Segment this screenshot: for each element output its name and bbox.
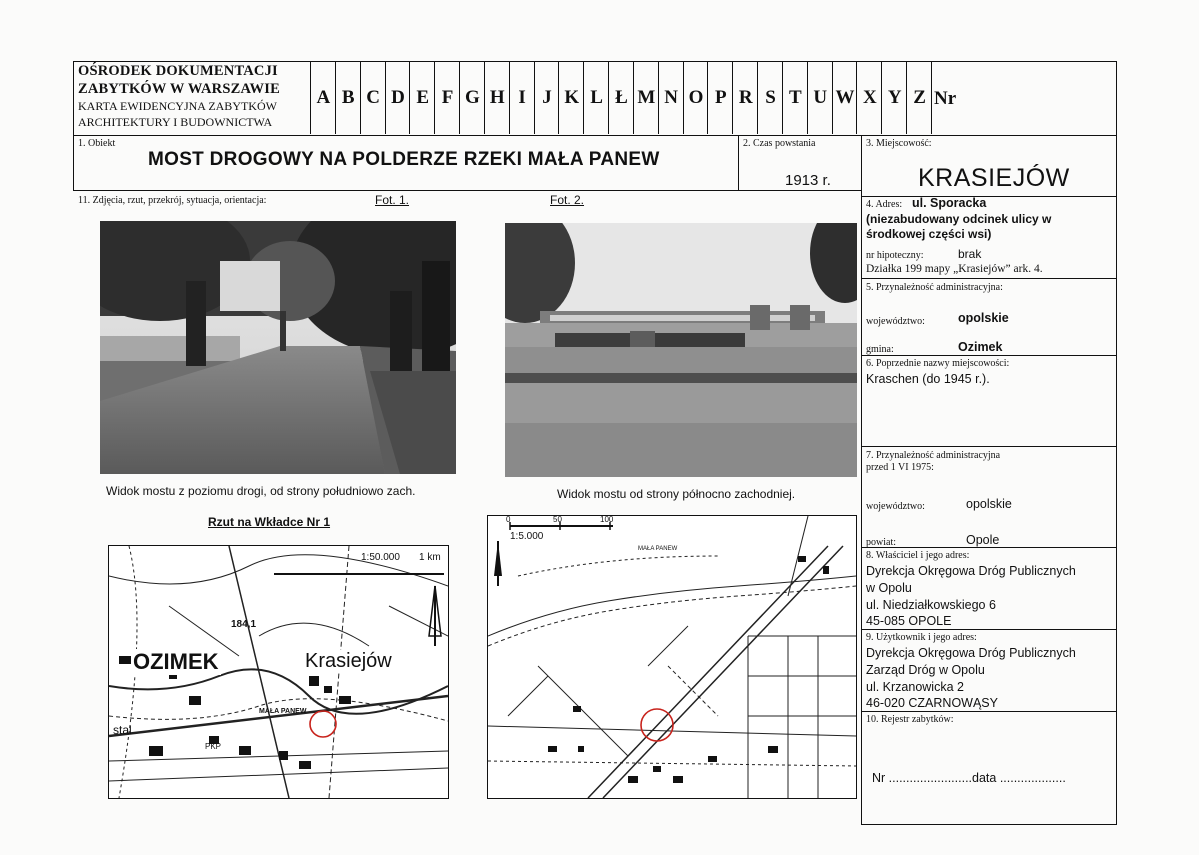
letter-cell: G [459, 62, 485, 134]
nr-right-border [1116, 61, 1117, 137]
plot-number: Działka 199 mapy „Krasiejów” ark. 4. [866, 263, 1043, 275]
place-label: 3. Miejscowość: [866, 138, 932, 149]
admin-voivodeship-value: opolskie [958, 311, 1009, 325]
letter-cell: E [409, 62, 435, 134]
nr-label: Nr [934, 88, 957, 109]
mortgage-label: nr hipoteczny: [866, 250, 924, 261]
letter-cell: S [757, 62, 783, 134]
map1-misc1: stal [113, 723, 132, 737]
admin1975-voivodeship-label: województwo: [866, 501, 925, 512]
admin1975-bottom-border [861, 547, 1116, 548]
map1 [108, 545, 449, 799]
map2-tick1: 50 [553, 515, 562, 524]
admin-voivodeship-label: województwo: [866, 316, 925, 327]
photo2-image [505, 223, 857, 477]
letter-cell: Ł [608, 62, 634, 134]
admin-bottom-border [861, 355, 1116, 356]
date-label: 2. Czas powstania [743, 138, 816, 149]
registry-bottom-border [861, 824, 1116, 825]
address-street: ul. Sporacka [912, 196, 987, 210]
object-date-divider [738, 135, 739, 191]
letter-cell: I [509, 62, 535, 134]
letter-cell: B [335, 62, 361, 134]
admin1975-county-label: powiat: [866, 537, 896, 548]
letter-cell: L [583, 62, 609, 134]
letter-cell: A [310, 62, 336, 134]
letter-cell: T [782, 62, 808, 134]
owner-line4: 45-085 OPOLE [866, 614, 952, 628]
photo2-label: Fot. 2. [550, 193, 585, 207]
letter-cell: K [558, 62, 584, 134]
letter-cell: M [633, 62, 659, 134]
previous-names-bottom-border [861, 446, 1116, 447]
place-value: KRASIEJÓW [918, 164, 1070, 192]
letter-row-end-divider [931, 62, 932, 134]
letter-cell: Z [906, 62, 932, 134]
object-label: 1. Obiekt [78, 138, 116, 149]
letter-cell: W [832, 62, 858, 134]
right-column-divider [861, 135, 862, 825]
map1-misc2: PKP [205, 742, 222, 751]
institution-line1: OŚRODEK DOKUMENTACJI [78, 63, 278, 79]
user-line2: Zarząd Dróg w Opolu [866, 663, 985, 677]
map1-scale: 1:50.000 [361, 552, 400, 563]
owner-line3: ul. Niedziałkowskiego 6 [866, 598, 996, 612]
admin-label: 5. Przynależność administracyjna: [866, 282, 1003, 293]
registry-label: 10. Rejestr zabytków: [866, 714, 954, 725]
admin1975-label-line2: przed 1 VI 1975: [866, 462, 934, 473]
address-note: (niezabudowany odcinek ulicy w środkowej części wsi) [866, 212, 1052, 241]
letter-cell: O [683, 62, 709, 134]
place-bottom-border [861, 196, 1116, 197]
previous-names-label: 6. Poprzednie nazwy miejscowości: [866, 358, 1010, 369]
address-bottom-border [861, 278, 1116, 279]
letter-cell: F [434, 62, 460, 134]
owner-line2: w Opolu [866, 581, 912, 595]
map2-river: MAŁA PANEW [638, 546, 678, 552]
letter-cell: P [707, 62, 733, 134]
admin1975-label-line1: 7. Przynależność administracyjna [866, 450, 1001, 461]
letter-cell: C [360, 62, 386, 134]
map1-town: Krasiejów [305, 650, 392, 672]
object-row-bottom-border [73, 190, 861, 191]
photo1-caption: Widok mostu z poziomu drogi, od strony południowo zach. [106, 484, 416, 498]
map2-tick2: 100 [600, 515, 614, 524]
card-title-line1: KARTA EWIDENCYJNA ZABYTKÓW [78, 99, 277, 113]
registry-nr-line: Nr ........................data ................... [872, 771, 1066, 785]
letter-cell: J [534, 62, 560, 134]
map1-label: Rzut na Wkładce Nr 1 [208, 515, 331, 529]
institution-line2: ZABYTKÓW W WARSZAWIE [78, 81, 280, 97]
photo1-image [100, 221, 456, 474]
user-line4: 46-020 CZARNOWĄSY [866, 696, 998, 710]
letter-cell: H [484, 62, 510, 134]
user-line3: ul. Krzanowicka 2 [866, 680, 964, 694]
map1-height: 184,1 [231, 619, 257, 630]
map2-tick0: 0 [506, 515, 511, 524]
mortgage-value: brak [958, 247, 982, 261]
admin-commune-label: gmina: [866, 344, 894, 355]
letter-cell: U [807, 62, 833, 134]
photos-label: 11. Zdjęcia, rzut, przekrój, sytuacja, orientacja: [78, 195, 267, 206]
owner-bottom-border [861, 629, 1116, 630]
address-label: 4. Adres: [866, 199, 903, 210]
card-title-line2: ARCHITEKTURY I BUDOWNICTWA [78, 115, 273, 129]
letter-cell: X [856, 62, 882, 134]
user-line1: Dyrekcja Okręgowa Dróg Publicznych [866, 646, 1076, 660]
map1-river: MAŁA PANEW [259, 708, 307, 715]
admin1975-voivodeship-value: opolskie [966, 497, 1012, 511]
letter-cell: Y [881, 62, 907, 134]
previous-names-value: Kraschen (do 1945 r.). [866, 372, 990, 386]
letter-cell: R [732, 62, 758, 134]
date-value: 1913 r. [785, 172, 831, 189]
right-column-border [1116, 135, 1117, 825]
map2-scale: 1:5.000 [510, 531, 544, 542]
left-border [73, 61, 74, 191]
admin-commune-value: Ozimek [958, 340, 1003, 354]
owner-line1: Dyrekcja Okręgowa Dróg Publicznych [866, 564, 1076, 578]
owner-label: 8. Właściciel i jego adres: [866, 550, 970, 561]
map2 [487, 515, 857, 799]
header-bottom-border [73, 135, 1117, 136]
photo1-label: Fot. 1. [375, 193, 410, 207]
admin1975-county-value: Opole [966, 533, 1000, 547]
letter-cell: D [385, 62, 411, 134]
object-value: MOST DROGOWY NA POLDERZE RZEKI MAŁA PANEW [148, 149, 660, 170]
institution-block [78, 63, 310, 130]
user-label: 9. Użytkownik i jego adres: [866, 632, 977, 643]
user-bottom-border [861, 711, 1116, 712]
map1-km: 1 km [419, 552, 441, 563]
photo2-caption: Widok mostu od strony północno zachodniej. [557, 487, 796, 501]
letter-cell: N [658, 62, 684, 134]
map1-city: OZIMEK [133, 649, 219, 674]
